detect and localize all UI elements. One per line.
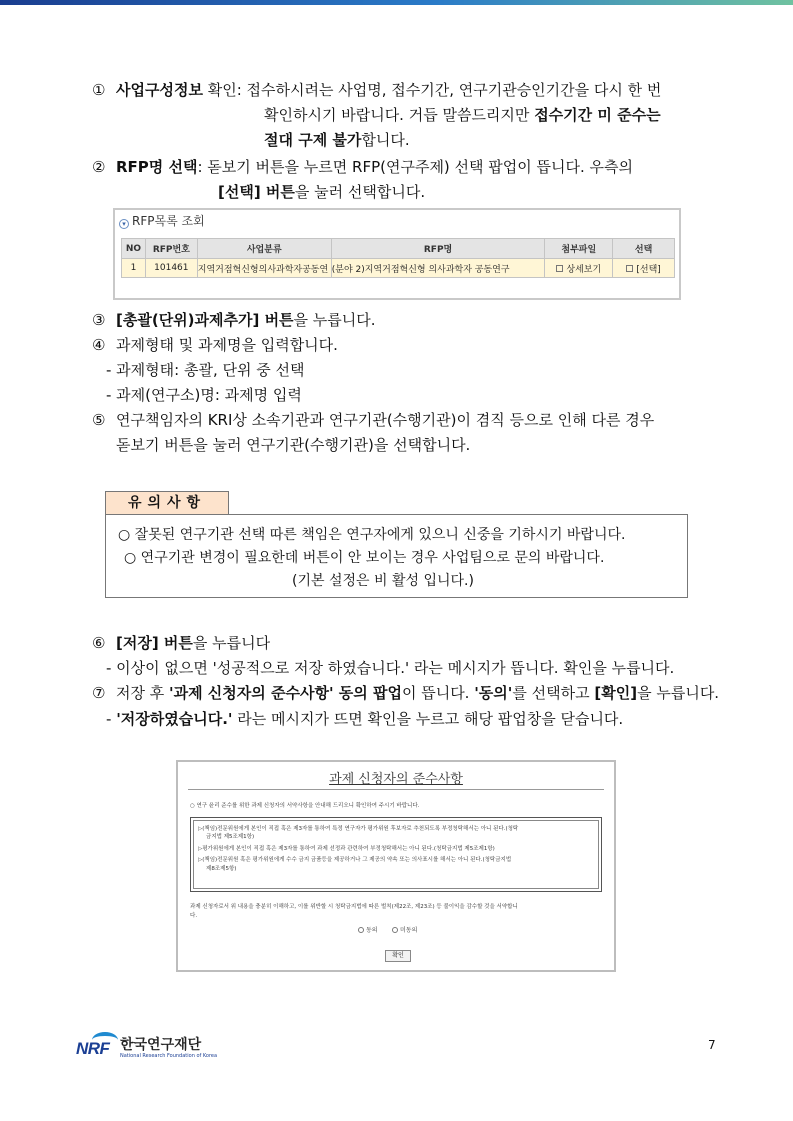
- item-3: ③ [총괄(단위)과제추가] 버튼을 누릅니다.: [92, 311, 376, 329]
- notice-box: [105, 514, 688, 598]
- radio-icon: [358, 927, 364, 933]
- cell-rfp-no: 101461: [145, 259, 197, 278]
- popup-pledge-box: [190, 817, 602, 892]
- logo-korean-name: 한국연구재단: [120, 1037, 202, 1053]
- item-1-line2: 확인하시기 바랍니다. 거듭 말씀드리지만 접수기간 미 준수는: [264, 106, 661, 124]
- notice-line-3: (기본 설정은 비 활성 입니다.): [292, 573, 474, 589]
- popup-pledge-inner: [193, 820, 599, 889]
- item-2-line2: [선택] 버튼을 눌러 선택합니다.: [218, 183, 426, 201]
- item-5-line1: ⑤ 연구책임자의 KRI상 소속기관과 연구기관(수행기관)이 겸직 등으로 인해 다른 경우: [92, 411, 655, 429]
- agree-radio[interactable]: 동의: [358, 927, 378, 935]
- col-category: 사업분류: [197, 239, 331, 259]
- item-6-sub1: - 이상이 없으면 '성공적으로 저장 하였습니다.' 라는 메시지가 뜹니다. 확인을 누릅니다.: [106, 659, 675, 677]
- item-4: ④ 과제형태 및 과제명을 입력합니다.: [92, 336, 338, 354]
- table-row: [122, 259, 675, 278]
- col-select: 선택: [613, 239, 675, 259]
- col-no: NO: [122, 239, 146, 259]
- pledge-item-1: ▷(책임)전문위원에게 본인이 직접 혹은 제3자를 통하여 특정 연구자가 평가위원 후보자로 추천되도록 부정청탁해서는 아니 된다.(청탁: [198, 826, 519, 832]
- cell-no: 1: [122, 259, 146, 278]
- col-rfp-no: RFP번호: [145, 239, 197, 259]
- rfp-panel-title: ▾ RFP목록 조회: [119, 212, 205, 229]
- notice-line-1: ○ 잘못된 연구기관 선택 따른 책임은 연구자에게 있으니 신중을 기하시기 바랍니다.: [118, 527, 626, 543]
- select-icon: [626, 265, 633, 272]
- pledge-item-2: ▷평가위원에게 본인이 직접 혹은 제3자를 통하여 과제 선정과 관련하여 부정청탁해서는 아니 된다.(청탁금지법 제5조제1항): [198, 846, 495, 852]
- popup-title: 과제 신청자의 준수사항: [329, 772, 463, 787]
- attachment-link[interactable]: 상세보기: [545, 259, 613, 278]
- item-1-line1: ① 사업구성정보 확인: 접수하시려는 사업명, 접수기간, 연구기관승인기간을 다시 한 번: [92, 81, 662, 99]
- popup-pledge-text-2: 다.: [190, 913, 198, 919]
- top-gradient-bar: [0, 0, 793, 5]
- select-button[interactable]: [선택]: [613, 259, 675, 278]
- rfp-table: [121, 238, 675, 278]
- item-4-sub1: - 과제형태: 총괄, 단위 중 선택: [106, 361, 305, 379]
- logo-mark: NRF: [76, 1039, 110, 1058]
- nrf-logo: [76, 1032, 226, 1064]
- item-6: ⑥ [저장] 버튼을 누릅니다: [92, 634, 271, 652]
- item-7: ⑦ 저장 후 '과제 신청자의 준수사항' 동의 팝업이 뜹니다. '동의'를 선택하고 [확인]을 누릅니다.: [92, 684, 720, 702]
- item-2-line1: ② RFP명 선택: 돋보기 버튼을 누르면 RFP(연구주제) 선택 팝업이 뜹니다. 우측의: [92, 158, 634, 176]
- pledge-item-3-cont: 제8조제5항): [206, 866, 237, 872]
- col-rfp-name: RFP명: [331, 239, 545, 259]
- popup-pledge-text-1: 과제 신청자로서 위 내용을 충분히 이해하고, 이를 위반할 시 청탁금지법에 따른 벌칙(제22조, 제23조) 등 불이익을 감수할 것을 서약합니: [190, 904, 518, 910]
- cell-rfp-name: (분야 2)지역거점혁신형 의사과학자 공동연구: [331, 259, 545, 278]
- item-4-sub2: - 과제(연구소)명: 과제명 입력: [106, 386, 302, 404]
- file-icon: [556, 265, 563, 272]
- rfp-list-panel: [113, 208, 681, 300]
- item-7-sub: - '저장하였습니다.' 라는 메시지가 뜨면 확인을 누르고 해당 팝업창을 닫습니다.: [106, 710, 624, 728]
- rfp-table-header: [122, 239, 675, 259]
- col-attachment: 첨부파일: [545, 239, 613, 259]
- notice-line-2: ○ 연구기관 변경이 필요한데 버튼이 안 보이는 경우 사업팀으로 문의 바랍니다.: [124, 550, 605, 566]
- popup-divider: [188, 789, 604, 790]
- compliance-popup: [176, 760, 616, 972]
- item-1-line3: 절대 구제 불가합니다.: [264, 131, 410, 149]
- logo-english-name: National Research Foundation of Korea: [120, 1053, 218, 1059]
- expand-icon: ▾: [119, 219, 129, 229]
- page-number: 7: [708, 1038, 716, 1052]
- item-5-line2: 돋보기 버튼을 눌러 연구기관(수행기관)을 선택합니다.: [116, 436, 471, 454]
- notice-title: 유의사항: [105, 491, 229, 515]
- pledge-item-1-cont: 금지법 제5조제1항): [206, 834, 255, 840]
- radio-icon: [392, 927, 398, 933]
- popup-intro: ○ 연구 윤리 준수를 위한 과제 신청자의 서약사항을 안내해 드리오니 확인하여 주시기 바랍니다.: [190, 803, 420, 809]
- disagree-radio[interactable]: 미동의: [392, 927, 417, 935]
- confirm-button[interactable]: 확인: [385, 950, 411, 962]
- cell-category: 지역거점혁신형의사과학자공동연: [197, 259, 331, 278]
- pledge-item-3: ▷(책임)전문위원 혹은 평가위원에게 수수 금지 금품등을 제공하거나 그 제공의 약속 또는 의사표시를 해서는 아니 된다.(청탁금지법: [198, 857, 512, 863]
